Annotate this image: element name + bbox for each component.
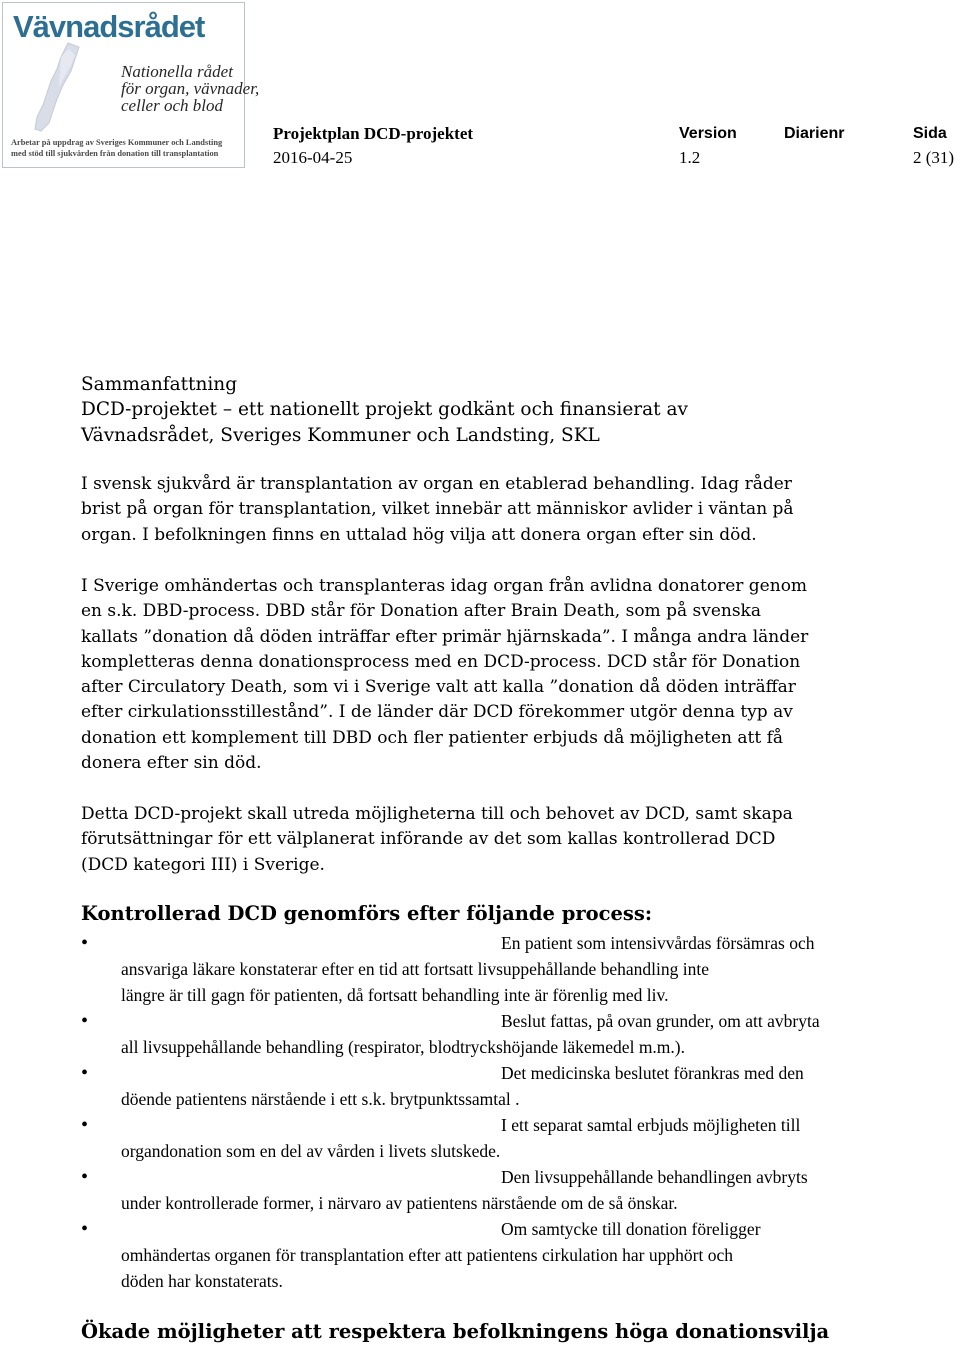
summary-paragraph-3: Detta DCD-projekt skall utreda möjligheterna till och behovet av DCD, samt skapa förutsättningar för ett välplanerat införande av det som kallas kontrollerad DCD (DCD kategori III) i Sverige. [81, 804, 793, 875]
list-item: • Om samtycke till donation föreligger omhändertas organen för transplantation efter att patientens cirkulation har upphört och döden har konstaterats. [81, 1218, 761, 1291]
bullet-icon: • [81, 1166, 89, 1188]
list-item: • Den livsuppehållande behandlingen avbryts under kontrollerade former, i närvaro av patientens närstående om de så önskar. [81, 1166, 808, 1213]
bullet-icon: • [81, 1114, 89, 1136]
process-heading: Kontrollerad DCD genomförs efter följande process: [81, 902, 653, 925]
list-item: • Det medicinska beslutet förankras med den döende patientens närstående i ett s.k. brytpunktssamtal . [81, 1062, 804, 1109]
version-label: Version [679, 125, 737, 142]
summary-paragraph-1: I svensk sjukvård är transplantation av organ en etablerad behandling. Idag råder brist på organ för transplantation, vilket innebär att människor avlider i väntan på organ. I befolkningen finns en uttalad hög vilja att donera organ efter sin död. [81, 474, 794, 545]
sida-label: Sida [913, 125, 947, 142]
bullet-icon: • [81, 1010, 89, 1032]
bullet-icon: • [81, 1218, 89, 1240]
logo-name: Vävnadsrådet [13, 9, 205, 44]
next-section-heading: Ökade möjligheter att respektera befolkningens höga donationsvilja [81, 1320, 830, 1343]
bullet-icon: • [81, 932, 89, 954]
list-item: • I ett separat samtal erbjuds möjligheten till organdonation som en del av vården i livets slutskede. [81, 1114, 801, 1161]
logo-subtitle: Nationella rådet för organ, vävnader, celler och blod [121, 62, 260, 115]
bullet-icon: • [81, 1062, 89, 1084]
document-date: 2016-04-25 [273, 148, 353, 167]
diarienr-label: Diarienr [784, 125, 845, 142]
summary-title: Sammanfattning DCD-projektet – ett nationellt projekt godkänt och finansierat av Vävnadsrådet, Sveriges Kommuner och Landsting, SKL [81, 374, 688, 446]
page-number: 2 (31) [913, 148, 955, 167]
document-version: 1.2 [679, 148, 701, 167]
vavnadsradet-logo [2, 2, 260, 168]
list-item: • En patient som intensivvårdas försämras och ansvariga läkare konstaterar efter en tid att fortsatt livsuppehållande behandling inte längre är till gagn för patienten, då fortsatt behandling inte är förenlig med liv. [81, 932, 815, 1005]
process-list [81, 930, 921, 1294]
list-item: • Beslut fattas, på ovan grunder, om att avbryta all livsuppehållande behandling (respirator, blodtryckshöjande läkemedel m.m.). [81, 1010, 820, 1057]
logo-footer: Arbetar på uppdrag av Sveriges Kommuner och Landsting med stöd till sjukvården från donation till transplantation [11, 138, 223, 158]
sweden-map-icon [13, 41, 113, 136]
project-label: Projektplan DCD-projektet [273, 124, 474, 143]
summary-paragraph-2: I Sverige omhändertas och transplanteras idag organ från avlidna donatorer genom en s.k. DBD-process. DBD står för Donation after Brain Death, som på svenska kallats ”donation då döden inträffar efter primär hjärnskada”. I många andra länder kompletteras denna donationsprocess med en DCD-process. DCD står för Donation after Circulatory Death, som vi i Sverige valt att kalla ”donation då döden inträffar efter cirkulationsstillestånd”. I de länder där DCD förekommer utgör denna typ av donation ett komplement till DBD och fler patienter erbjuds då möjligheten att få donera efter sin död. [81, 576, 809, 774]
